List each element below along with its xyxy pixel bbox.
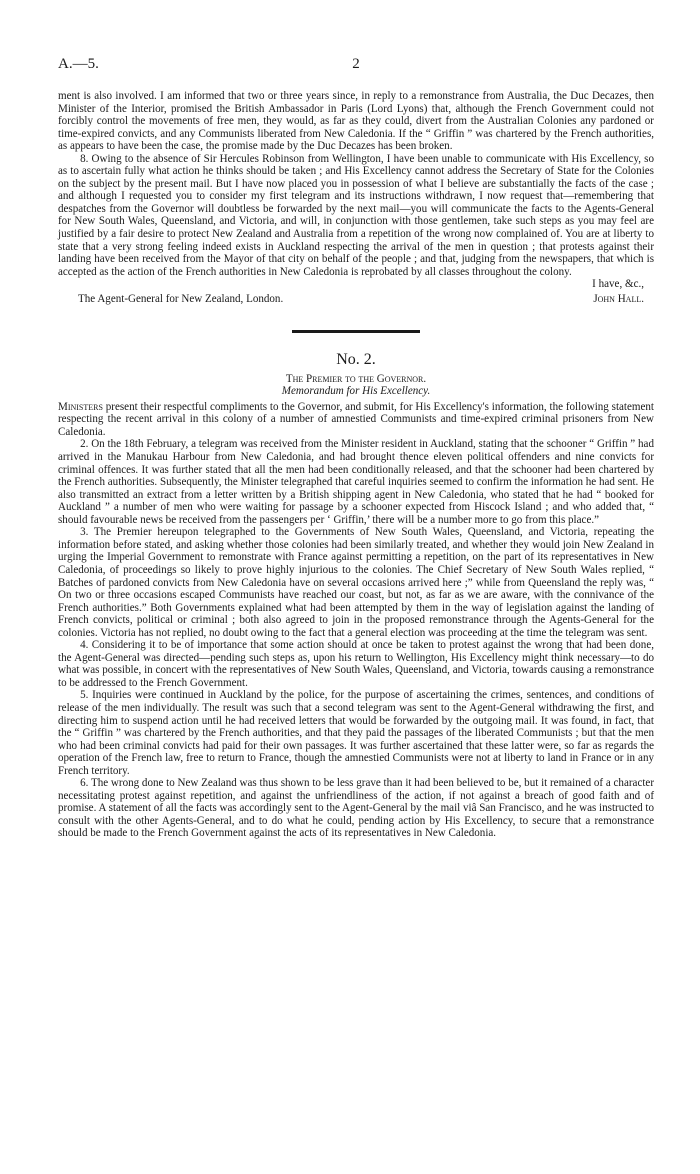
document-number: No. 2. <box>336 350 376 368</box>
memo-paragraph-1 <box>58 401 654 439</box>
page-body <box>58 90 654 840</box>
document-from-to: The Premier to the Governor. <box>285 372 427 385</box>
section-divider <box>292 330 420 333</box>
memo-lead-word: Ministers <box>58 400 103 413</box>
memo-paragraph-4: 4. Considering it to be of importance that some action should at once be taken to protest against the wrong that had been done, the Agent-General was directed—pending such steps as, upon his return to Wellington, His Excellency might think necessary—to do what was possible, in concert with the representatives of New South Wales, Queensland, and Victoria, towards causing a remonstrance to be addressed to the French Government. <box>58 639 654 689</box>
letter-section <box>58 90 654 306</box>
document-reference: A.—5. <box>58 56 99 72</box>
memo-paragraph-1-text: present their respectful compliments to the Governor, and submit, for His Excellency's information, the following statement respecting the recent arrival in this colony of a number of amnestied Communists and time-expired criminal prisoners from New Caledonia. <box>58 400 654 438</box>
letter-signatory: John Hall. <box>593 292 644 305</box>
letter-closing: I have, &c., <box>592 278 644 291</box>
memorandum-section <box>58 351 654 840</box>
letter-addressee: The Agent-General for New Zealand, London. <box>78 292 284 305</box>
signature-line <box>58 293 654 306</box>
page-number: 2 <box>352 56 360 72</box>
memo-paragraph-5: 5. Inquiries were continued in Auckland by the police, for the purpose of ascertaining the crimes, sentences, and conditions of release of the men individually. The result was such that a second telegram was sent to the Agent-General withdrawing the first, and directing him to suspend action until he had received letters that would be forwarded by the outgoing mail. It was found, in fact, that the “ Griffin ” was chartered by the French authorities, and that they paid the passages of the liberated Communists ; but that the men who had been criminal convicts had paid for their own passages. It was further ascertained that these latter were, so far as regards the operation of the French law, free to return to France, though the amnestied Communists were not at liberty to land in France or in any French territory. <box>58 689 654 777</box>
running-head <box>58 56 654 76</box>
memo-paragraph-6: 6. The wrong done to New Zealand was thus shown to be less grave than it had been believed to be, but it remained of a character necessitating protest against repetition, and against the unfriendliness of the action, if not against a breach of good faith and of promise. A statement of all the facts was accordingly sent to the Agent-General by the mail viâ San Francisco, and he was instructed to consult with the other Agents-General, and to do what he could, pending action by His Excellency, to secure that a remonstrance should be made to the French Government against the acts of its representatives in New Caledonia. <box>58 777 654 840</box>
letter-paragraph-7-continued: ment is also involved. I am informed that two or three years since, in reply to a remonstrance from Australia, the Duc Decazes, then Minister of the Interior, promised the British Ambassador in Paris (Lord Lyons) that, although the French Government could not forcibly control the movements of free men, they would, as far as they could, divert from the Australian Colonies any pardoned or time-expired convicts, and any Communists liberated from New Caledonia. If the “ Griffin ” was chartered by the French authorities, as appears to have been the case, the promise made by the Duc Decazes has been broken. <box>58 90 654 153</box>
memo-paragraph-2: 2. On the 18th February, a telegram was received from the Minister resident in Auckland, stating that the schooner “ Griffin ” had arrived in the Manukau Harbour from New Caledonia, and had brought thence eleven political offenders and nine convicts for criminal offences. It was further stated that all the men had been conditionally released, and that the schooner had been chartered by the French authorities. Subsequently, the Minister telegraphed that careful inquiries seemed to confirm the information he had sent. He also transmitted an extract from a letter written by a British shipping agent in New Caledonia, who stated that he had “ booked for Auckland ” a number of men who were waiting for passage by a schooner expected from Hiscock Island ; and who added that, “ should favourable news be received from the passengers per ‘ Griffin,’ there will be a number more to go from this place.” <box>58 438 654 526</box>
letter-paragraph-8: 8. Owing to the absence of Sir Hercules Robinson from Wellington, I have been unable to communicate with His Excellency, so as to ascertain fully what action he thinks should be taken ; and His Excellency cannot address the Secretary of State for the Colonies on the subject by the present mail. But I have now placed you in possession of what I believe are substantially the facts of the case ; and although I requested you to consider my first telegram and its instructions withdrawn, I now request that—remembering that despatches from the Governor will doubtless be forwarded by the next mail—you will communicate the facts to the Agents-General for New South Wales, Queensland, and Victoria, and will, in conjunction with those gentlemen, take such steps as you may feel are justified by a fair desire to protect New Zealand and Australia from a repetition of the wrong now complained of. You are at liberty to state that a very strong feeling indeed exists in Auckland respecting the arrival of the men in question ; that protests against their landing have been received from the Mayor of that city on behalf of the people ; and that, judging from the newspapers, that which is accepted as the action of the French authorities in New Caledonia is reprobated by all classes throughout the colony. <box>58 152 654 278</box>
memorandum-title: Memorandum for His Excellency. <box>281 385 431 398</box>
memo-paragraph-3: 3. The Premier hereupon telegraphed to the Governments of New South Wales, Queensland, and Victoria, repeating the information before stated, and asking whether those colonies had been similarly treated, and whether they would join New Zealand in urging the Imperial Government to remonstrate with France against permitting a repetition, on the part of its representatives in New Caledonia, of proceedings so likely to prove highly injurious to the colonies. The Chief Secretary of New South Wales replied, “ Batches of pardoned convicts from New Caledonia have on several occasions arrived here ;” while from Queensland the reply was, “ On two or three occasions escaped Communists have reached our coast, but not, as far as we are aware, with the connivance of the French authorities.” Both Governments explained what had been attempted by them in the way of legislation against the landing of French convicts, political or criminal ; both also agreed to join in the proposed remonstrance through the Agents-General for the colonies. Victoria has not replied, no doubt owing to the fact that a general election was proceeding at the time the telegram was sent. <box>58 526 654 639</box>
